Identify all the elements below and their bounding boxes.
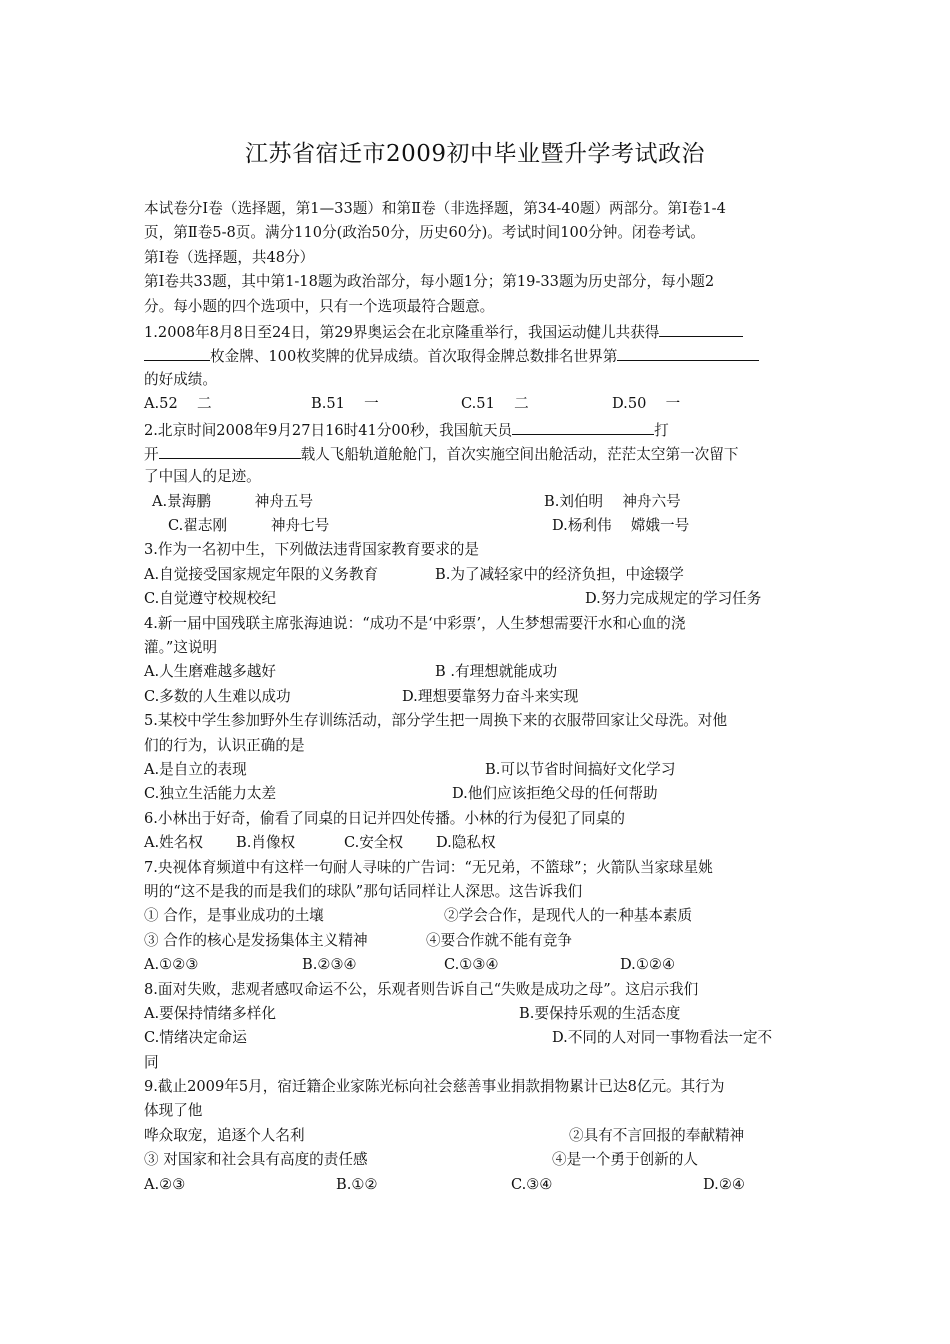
question-9: 9.截止2009年5月，宿迁籍企业家陈光标向社会慈善事业捐款捐物累计已达8亿元。其行为: [144, 1078, 725, 1096]
statement-4: ④是一个勇于创新的人: [552, 1151, 698, 1169]
intro-line: 分。每小题的四个选项中，只有一个选项最符合题意。: [144, 297, 495, 315]
option-b: B.②③④: [302, 956, 357, 974]
option-a: A.姓名权: [144, 834, 203, 852]
option-b: B.刘伯明 神舟六号: [544, 492, 681, 510]
option-d: D.不同的人对同一事物看法一定不: [552, 1029, 773, 1047]
question-text: 载人飞船轨道舱舱门，首次实施空间出舱活动，茫茫太空第一次留下: [300, 445, 739, 463]
option-d: D.努力完成规定的学习任务: [585, 590, 762, 608]
exam-content: [144, 197, 812, 1197]
option-a: A.要保持情绪多样化: [144, 1004, 276, 1022]
option-c: C.安全权: [344, 834, 404, 852]
statement-2: ②学会合作，是现代人的一种基本素质: [444, 907, 693, 925]
option-b: B .有理想就能成功: [435, 663, 558, 681]
option-b: B.51 一: [311, 395, 379, 413]
option-b: B.肖像权: [236, 834, 296, 852]
option-d: D.②④: [703, 1175, 745, 1193]
question-7-options: [144, 953, 812, 977]
option-d: D.隐私权: [436, 834, 496, 852]
option-a: A.自觉接受国家规定年限的义务教育: [144, 565, 379, 583]
answer-blank: [512, 417, 654, 435]
option-d: D.杨利伟 嫦娥一号: [552, 517, 690, 535]
option-a: A.②③: [144, 1175, 186, 1193]
question-5-options-cd: [144, 782, 812, 806]
question-3: 3.作为一名初中生，下列做法违背国家教育要求的是: [144, 541, 479, 559]
intro-line: 本试卷分Ⅰ卷（选择题，第1—33题）和第Ⅱ卷（非选择题，第34-40题）两部分。第Ⅰ卷1-4: [144, 200, 726, 217]
question-text: 打: [654, 421, 669, 439]
section-heading: 第Ⅰ卷（选择题，共48分）: [144, 248, 315, 266]
option-c: C.③④: [511, 1175, 553, 1193]
question-5: 5.某校中学生参加野外生存训练活动，部分学生把一周换下来的衣服带回家让父母洗。对他: [144, 712, 728, 730]
question-8-options-ab: [144, 1002, 812, 1026]
question-8-options-cd: [144, 1026, 812, 1050]
question-1-cont: [144, 343, 812, 367]
question-8: 8.面对失败，悲观者感叹命运不公，乐观者则告诉自己“失败是成功之母”。这启示我们: [144, 980, 699, 998]
question-text: 1.2008年8月8日至24日，第29界奥运会在北京隆重举行，我国运动健儿共获得: [144, 323, 660, 341]
option-c: C.独立生活能力太差: [144, 785, 277, 803]
option-d: D.50 一: [612, 395, 681, 413]
question-9-cont: 体现了他: [144, 1102, 203, 1120]
question-5-cont: 们的行为，认识正确的是: [144, 736, 305, 754]
question-9-statements-34: [144, 1148, 812, 1172]
question-text: 开: [144, 445, 159, 463]
question-3-options-ab: [144, 563, 812, 587]
option-b: B.①②: [336, 1175, 378, 1193]
option-d: D.①②④: [620, 956, 676, 974]
option-d-cont: 同: [144, 1053, 159, 1071]
statement-3: ③ 合作的核心是发扬集体主义精神: [144, 931, 368, 949]
option-a: A.52 二: [144, 395, 212, 413]
statement-3: ③ 对国家和社会具有高度的责任感: [144, 1151, 368, 1169]
question-text: 枚金牌、100枚奖牌的优异成绩。首次取得金牌总数排名世界第: [210, 348, 618, 366]
question-4-cont: 灌。”这说明: [144, 639, 218, 657]
question-7: 7.央视体育频道中有这样一句耐人寻味的广告词：“无兄弟，不篮球”；火箭队当家球星姚: [144, 858, 713, 876]
question-text: 2.北京时间2008年9月27日16时41分00秒，我国航天员: [144, 421, 513, 439]
question-2-options-cd: [144, 514, 812, 538]
option-d: D.他们应该拒绝父母的任何帮助: [452, 785, 658, 803]
answer-blank: [159, 441, 301, 459]
answer-blank: [659, 319, 743, 337]
question-1-options: [144, 392, 812, 416]
option-c: C.翟志刚 神舟七号: [168, 517, 330, 535]
question-4-options-ab: [144, 660, 812, 684]
question-3-options-cd: [144, 587, 812, 611]
option-b: B.可以节省时间搞好文化学习: [485, 760, 676, 778]
question-2: [144, 417, 812, 441]
answer-blank: [617, 343, 759, 361]
option-a: A.人生磨难越多越好: [144, 663, 276, 681]
statement-2: ②具有不言回报的奉献精神: [569, 1126, 745, 1144]
page-title: 江苏省宿迁市2009初中毕业暨升学考试政治: [244, 141, 706, 167]
answer-blank: [144, 343, 210, 361]
statement-1: 哗众取宠，追逐个人名利: [144, 1126, 305, 1144]
option-b: B.为了减轻家中的经济负担，中途辍学: [435, 565, 684, 583]
option-c: C.情绪决定命运: [144, 1029, 247, 1047]
question-9-options: [144, 1173, 812, 1197]
option-a: A.①②③: [144, 956, 199, 974]
question-7-cont: 明的“这不是我的而是我们的球队”那句话同样让人深思。这告诉我们: [144, 882, 583, 900]
intro-line: 第Ⅰ卷共33题，其中第1-18题为政治部分，每小题1分；第19-33题为历史部分，每小题2: [144, 273, 715, 291]
question-text: 的好成绩。: [144, 370, 217, 388]
option-a: A.是自立的表现: [144, 760, 247, 778]
statement-1: ① 合作，是事业成功的土壤: [144, 907, 324, 925]
question-4-options-cd: [144, 685, 812, 709]
statement-4: ④要合作就不能有竞争: [426, 931, 572, 949]
question-5-options-ab: [144, 758, 812, 782]
question-6-options: [144, 831, 812, 855]
question-7-statements-34: [144, 929, 812, 953]
option-c: C.自觉遵守校规校纪: [144, 590, 277, 608]
question-2-options-ab: [144, 490, 812, 514]
question-2-cont: [144, 441, 812, 465]
intro-line: 页，第Ⅱ卷5-8页。满分110分(政治50分，历史60分)。考试时间100分钟。闭卷考试。: [144, 224, 705, 242]
option-c: C.多数的人生难以成功: [144, 687, 291, 705]
option-c: C.①③④: [444, 956, 499, 974]
option-d: D.理想要靠努力奋斗来实现: [402, 687, 579, 705]
question-1: [144, 319, 812, 343]
question-text: 了中国人的足迹。: [144, 468, 261, 486]
question-4: 4.新一届中国残联主席张海迪说：“成功不是‘中彩票’，人生梦想需要汗水和心血的浇: [144, 614, 686, 632]
option-a: A.景海鹏 神舟五号: [152, 492, 314, 510]
option-b: B.要保持乐观的生活态度: [519, 1004, 681, 1022]
question-9-statements-12: [144, 1124, 812, 1148]
question-7-statements-12: [144, 904, 812, 928]
question-6: 6.小林出于好奇，偷看了同桌的日记并四处传播。小林的行为侵犯了同桌的: [144, 809, 625, 827]
option-c: C.51 二: [461, 395, 529, 413]
